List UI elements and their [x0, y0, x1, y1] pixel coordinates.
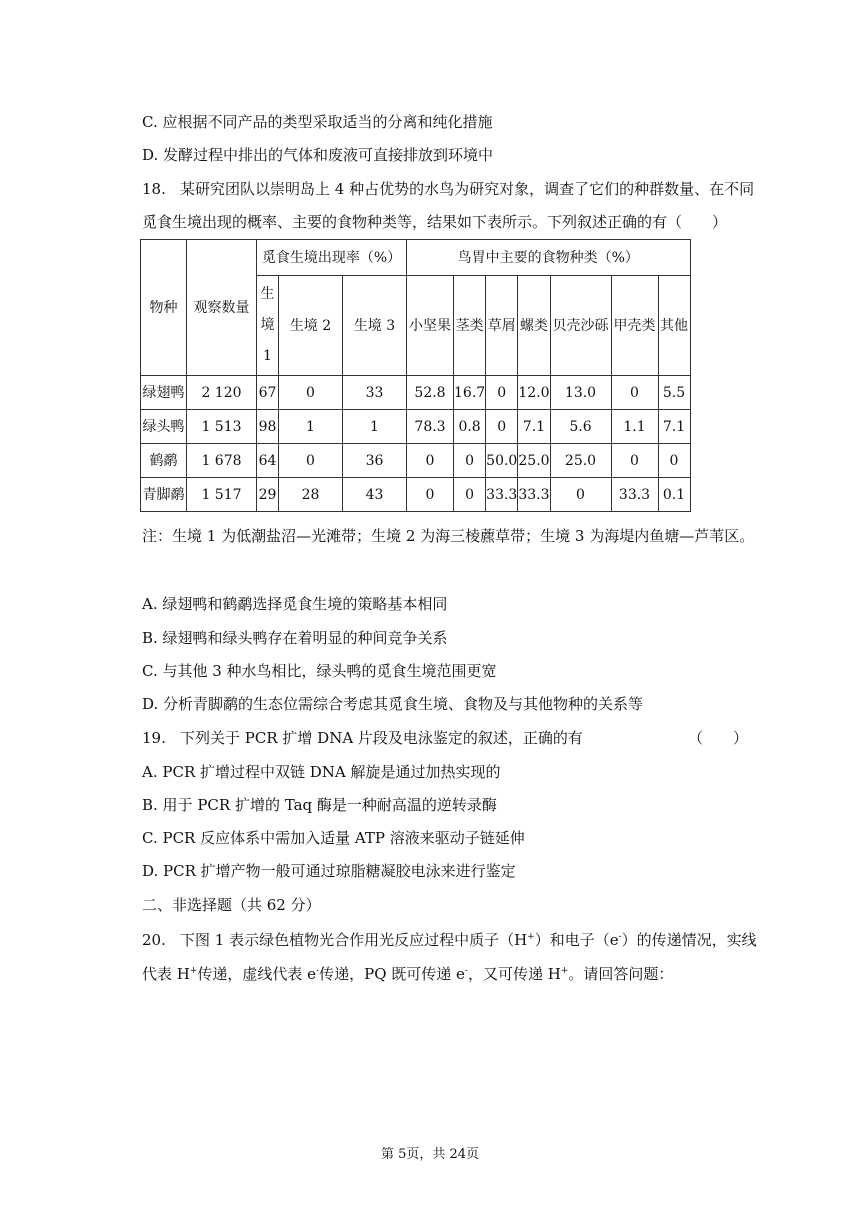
cell: 0 — [611, 444, 658, 478]
cell: 67 — [257, 376, 279, 410]
row-species: 绿翅鸭 — [141, 376, 187, 410]
q18-stem-line2: 觅食生境出现的概率、主要的食物种类等，结果如下表所示。下列叙述正确的有（ ） — [142, 213, 728, 231]
q20-stem-line2: 代表 H+传递，虚线代表 e-传递，PQ 既可传递 e-，又可传递 H+。请回答问题： — [142, 965, 674, 983]
q19-stem-text: 下列关于 PCR 扩增 DNA 片段及电泳鉴定的叙述，正确的有 — [180, 729, 583, 747]
cell: 16.7 — [454, 376, 486, 410]
cell: 98 — [257, 410, 279, 444]
cell: 0.8 — [454, 410, 486, 444]
table-row — [141, 444, 691, 478]
header-food-stems: 茎类 — [454, 276, 486, 376]
cell: 0 — [658, 444, 690, 478]
q19-option-d: D. PCR 扩增产物一般可通过琼脂糖凝胶电泳来进行鉴定 — [142, 862, 516, 880]
page-footer: 第 5页，共 24页 — [380, 1147, 480, 1162]
row-species: 鹤鹬 — [141, 444, 187, 478]
cell: 5.5 — [658, 376, 690, 410]
q19-option-c: C. PCR 反应体系中需加入适量 ATP 溶液来驱动子链延伸 — [142, 829, 525, 847]
cell: 25.0 — [518, 444, 550, 478]
header-food-other: 其他 — [658, 276, 690, 376]
cell: 0 — [550, 478, 611, 512]
table-row — [141, 478, 691, 512]
q19-answer-paren: （ ） — [688, 729, 749, 747]
q18-option-c: C. 与其他 3 种水鸟相比，绿头鸭的觅食生境范围更宽 — [142, 662, 497, 680]
cell: 1 — [343, 410, 407, 444]
cell: 33 — [343, 376, 407, 410]
cell: 36 — [343, 444, 407, 478]
cell: 33.3 — [518, 478, 550, 512]
cell: 43 — [343, 478, 407, 512]
header-species: 物种 — [141, 240, 187, 376]
row-count: 1 517 — [187, 478, 257, 512]
cell: 12.0 — [518, 376, 550, 410]
q18-option-a: A. 绿翅鸭和鹤鹬选择觅食生境的策略基本相同 — [142, 595, 448, 613]
cell: 33.3 — [611, 478, 658, 512]
header-habitat-group: 觅食生境出现率（%） — [257, 240, 407, 276]
cell: 0 — [279, 444, 343, 478]
header-habitat2: 生境 2 — [279, 276, 343, 376]
row-count: 2 120 — [187, 376, 257, 410]
cell: 7.1 — [658, 410, 690, 444]
cell: 28 — [279, 478, 343, 512]
cell: 0 — [407, 478, 454, 512]
cell: 1 — [279, 410, 343, 444]
q17-option-c: C. 应根据不同产品的类型采取适当的分离和纯化措施 — [142, 113, 493, 131]
cell: 0 — [486, 376, 518, 410]
header-food-grass: 草屑 — [486, 276, 518, 376]
row-species: 绿头鸭 — [141, 410, 187, 444]
header-count: 观察数量 — [187, 240, 257, 376]
header-habitat1: 生 境 1 — [257, 276, 279, 376]
cell: 33.3 — [486, 478, 518, 512]
cell: 0.1 — [658, 478, 690, 512]
q19-option-b: B. 用于 PCR 扩增的 Taq 酶是一种耐高温的逆转录酶 — [142, 796, 497, 814]
cell: 0 — [454, 478, 486, 512]
cell: 52.8 — [407, 376, 454, 410]
cell: 78.3 — [407, 410, 454, 444]
header-food-crustaceans: 甲壳类 — [611, 276, 658, 376]
header-food-snails: 螺类 — [518, 276, 550, 376]
cell: 29 — [257, 478, 279, 512]
table-row — [141, 376, 691, 410]
cell: 0 — [486, 410, 518, 444]
q18-stem-text1: 某研究团队以崇明岛上 4 种占优势的水鸟为研究对象，调查了它们的种群数量、在不同 — [180, 180, 755, 198]
header-food-nuts: 小坚果 — [407, 276, 454, 376]
bird-data-table — [140, 239, 691, 512]
q18-stem-line1 — [142, 179, 754, 199]
cell: 5.6 — [550, 410, 611, 444]
cell: 64 — [257, 444, 279, 478]
q18-option-d: D. 分析青脚鹬的生态位需综合考虑其觅食生境、食物及与其他物种的关系等 — [142, 695, 644, 713]
q19-option-a: A. PCR 扩增过程中双链 DNA 解旋是通过加热实现的 — [142, 763, 501, 781]
cell: 50.0 — [486, 444, 518, 478]
q17-option-d: D. 发酵过程中排出的气体和废液可直接排放到环境中 — [142, 146, 494, 164]
cell: 0 — [279, 376, 343, 410]
q18-number: 18. — [142, 180, 166, 198]
row-species: 青脚鹬 — [141, 478, 187, 512]
table-note: 注：生境 1 为低潮盐沼—光滩带；生境 2 为海三棱藨草带；生境 3 为海堤内鱼塘—芦苇区。 — [142, 527, 755, 545]
cell: 13.0 — [550, 376, 611, 410]
section-heading: 二、非选择题（共 62 分） — [142, 896, 321, 914]
cell: 0 — [407, 444, 454, 478]
header-food-shells: 贝壳沙砾 — [550, 276, 611, 376]
cell: 1.1 — [611, 410, 658, 444]
q20-number: 20. — [142, 931, 166, 949]
row-count: 1 513 — [187, 410, 257, 444]
cell: 7.1 — [518, 410, 550, 444]
q19-stem — [142, 728, 583, 748]
cell: 0 — [611, 376, 658, 410]
q19-number: 19. — [142, 729, 166, 747]
header-food-group: 鸟胃中主要的食物种类（%） — [407, 240, 691, 276]
row-count: 1 678 — [187, 444, 257, 478]
q18-option-b: B. 绿翅鸭和绿头鸭存在着明显的种间竞争关系 — [142, 629, 448, 647]
header-habitat3: 生境 3 — [343, 276, 407, 376]
cell: 0 — [454, 444, 486, 478]
cell: 25.0 — [550, 444, 611, 478]
q20-stem-line1: 20. 下图 1 表示绿色植物光合作用光反应过程中质子（H+）和电子（e-）的传递情况，实线 — [142, 931, 757, 949]
table-row — [141, 410, 691, 444]
